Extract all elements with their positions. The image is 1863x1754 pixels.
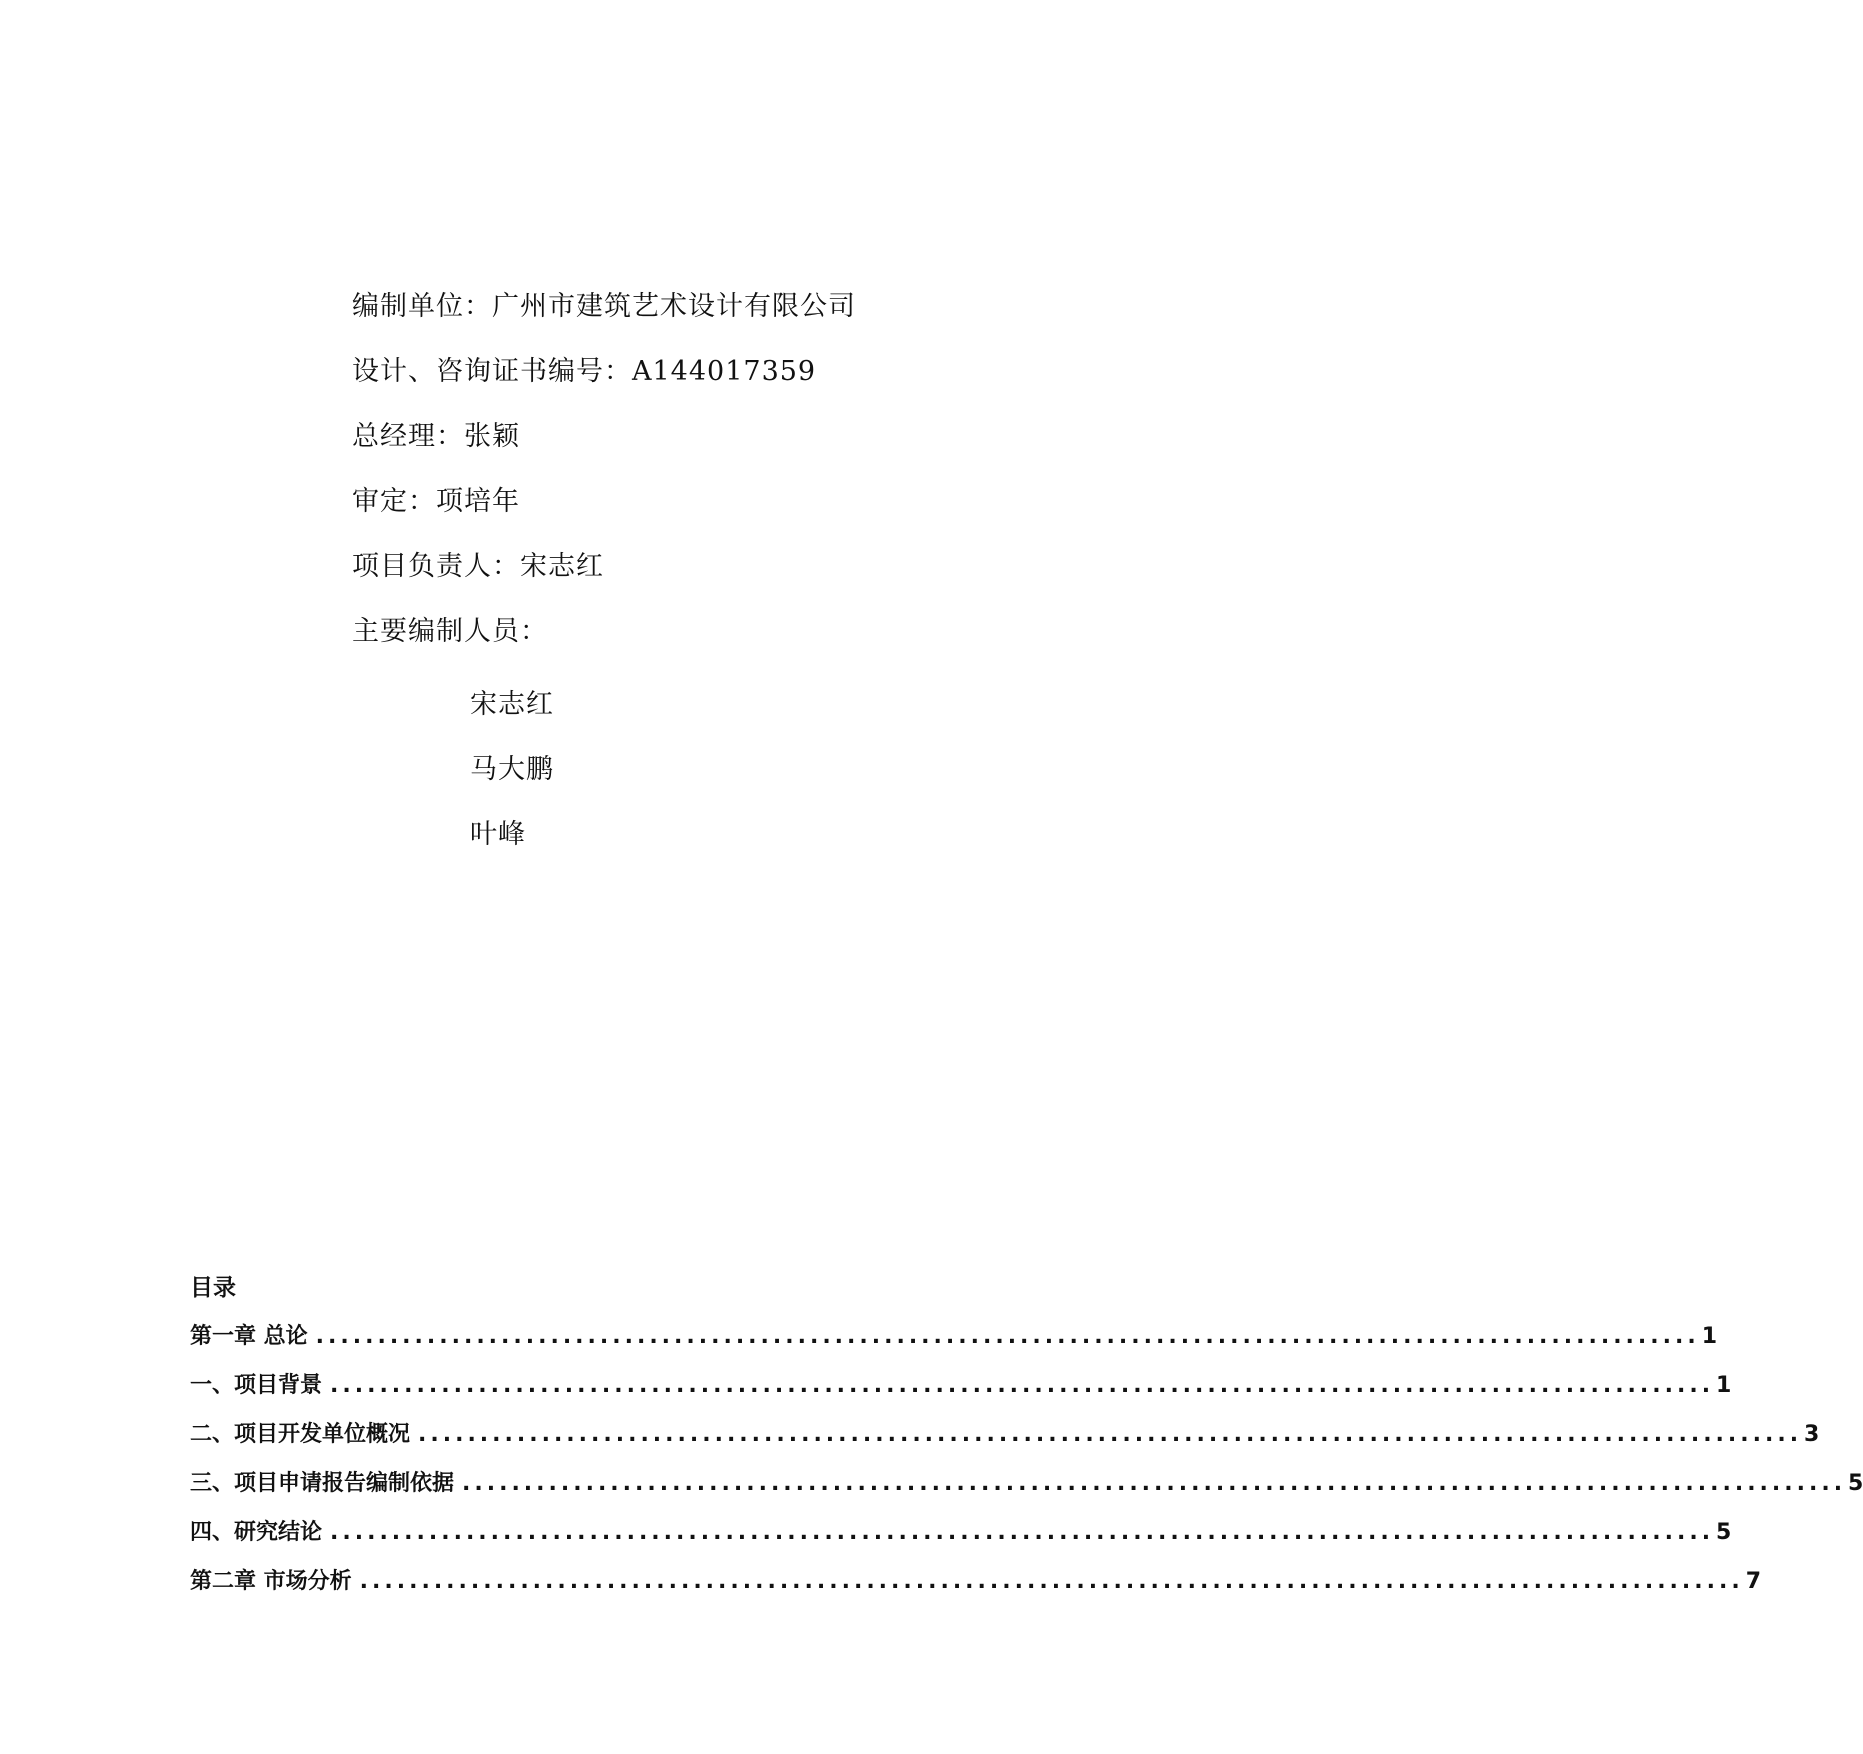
toc-entry[interactable]	[190, 1422, 1820, 1448]
toc-entry-page: 1	[1701, 1324, 1718, 1349]
toc-leader-dots: ................................................................................................................	[315, 1324, 1700, 1349]
toc-entry-page: 7	[1745, 1569, 1762, 1594]
compilation-info	[352, 292, 856, 682]
staff-member: 宋志红	[470, 689, 554, 720]
staff-list	[470, 690, 554, 885]
toc-entry[interactable]	[190, 1471, 1863, 1497]
certificate-number: 设计、咨询证书编号：A144017359	[352, 356, 817, 387]
toc-entry[interactable]	[190, 1569, 1762, 1595]
toc-title: 目录	[190, 1275, 236, 1301]
compiling-unit: 编制单位：广州市建筑艺术设计有限公司	[352, 291, 856, 322]
staff-member: 叶峰	[470, 819, 526, 850]
approver: 审定：项培年	[352, 486, 520, 517]
toc-entry-page: 5	[1848, 1471, 1863, 1496]
staff-heading: 主要编制人员：	[352, 616, 548, 647]
toc-entry[interactable]	[190, 1373, 1732, 1399]
toc-leader-dots: ................................................................................................................	[330, 1373, 1715, 1398]
toc-leader-dots: ................................................................................................................	[359, 1569, 1744, 1594]
toc-leader-dots: ................................................................................................................	[418, 1422, 1803, 1447]
toc-entry-label: 第二章 市场分析	[190, 1569, 352, 1594]
toc-entry-page: 3	[1804, 1422, 1820, 1447]
table-of-contents	[190, 1275, 1863, 1618]
toc-entry-label: 第一章 总论	[190, 1324, 308, 1349]
toc-leader-dots: ................................................................................................................	[462, 1471, 1847, 1496]
toc-entry[interactable]	[190, 1324, 1718, 1350]
toc-entry[interactable]	[190, 1520, 1732, 1546]
toc-entry-label: 二、项目开发单位概况	[190, 1422, 411, 1447]
general-manager: 总经理：张颖	[352, 421, 520, 452]
staff-member: 马大鹏	[470, 754, 554, 785]
toc-entry-label: 四、研究结论	[190, 1520, 323, 1545]
project-lead: 项目负责人：宋志红	[352, 551, 604, 582]
toc-entry-page: 1	[1716, 1373, 1732, 1398]
toc-entry-label: 三、项目申请报告编制依据	[190, 1471, 455, 1496]
toc-entry-page: 5	[1716, 1520, 1732, 1545]
toc-entry-label: 一、项目背景	[190, 1373, 323, 1398]
toc-leader-dots: ................................................................................................................	[330, 1520, 1715, 1545]
